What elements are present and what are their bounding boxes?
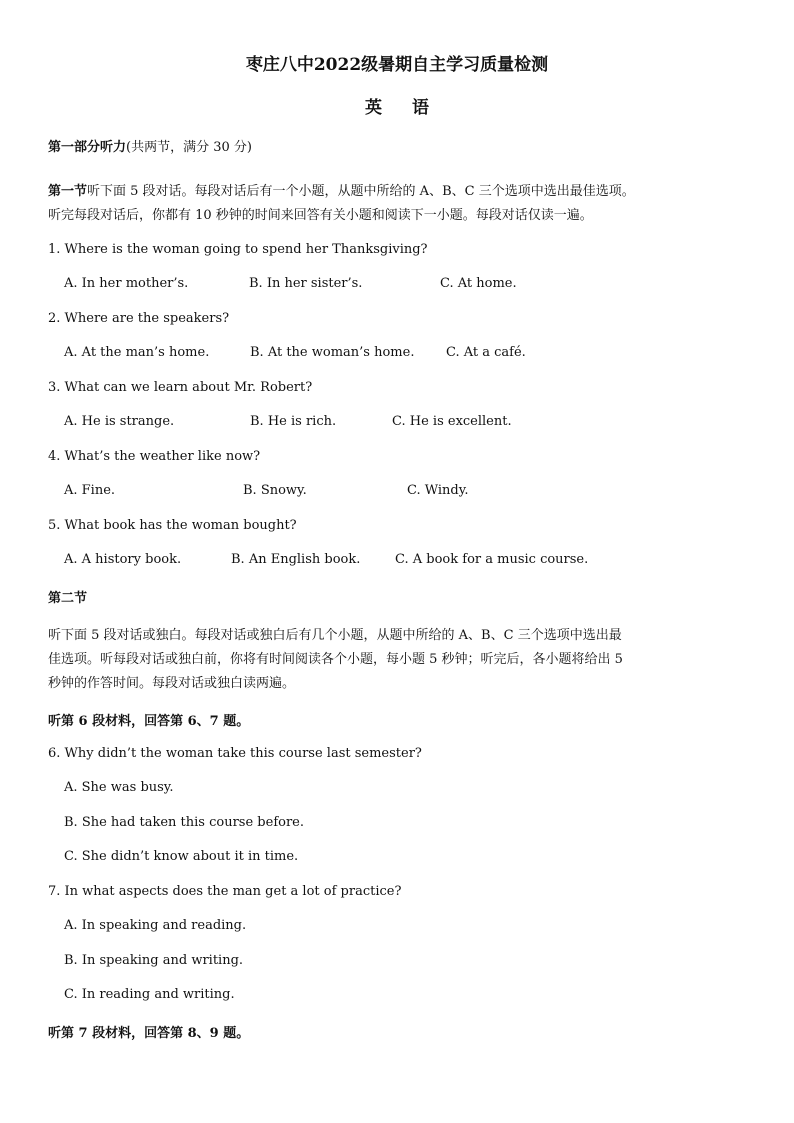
- question-4-stem: 4. What’s the weather like now?: [48, 449, 261, 464]
- question-2-option-b: B. At the woman’s home.: [250, 345, 415, 360]
- section1-text1: 听下面 5 段对话。每段对话后有一个小题，从题中所给的 A、B、C 三个选项中选出最佳选项。: [87, 184, 635, 199]
- question-4-option-c: C. Windy.: [407, 483, 469, 498]
- section2-line2: 佳选项。听每段对话或独白前，你将有时间阅读各个小题，每小题 5 秒钟；听完后，各小题将给出 5: [48, 652, 623, 667]
- question-1-option-b: B. In her sister’s.: [249, 276, 363, 291]
- question-5-option-c: C. A book for a music course.: [395, 552, 589, 567]
- question-1-stem: 1. Where is the woman going to spend her Thanksgiving?: [48, 242, 428, 257]
- question-5-option-b: B. An English book.: [231, 552, 361, 567]
- section2-line1: 听下面 5 段对话或独白。每段对话或独白后有几个小题，从题中所给的 A、B、C 三个选项中选出最: [48, 628, 622, 643]
- question-1-option-a: A. In her mother’s.: [64, 276, 189, 291]
- question-7-option-a: A. In speaking and reading.: [64, 918, 247, 933]
- question-4-option-b: B. Snowy.: [243, 483, 307, 498]
- exam-title: 枣庄八中2022级暑期自主学习质量检测: [245, 55, 549, 75]
- material-7-heading: 听第 7 段材料，回答第 8、9 题。: [48, 1026, 250, 1041]
- question-5-option-a: A. A history book.: [64, 552, 182, 567]
- question-6-option-b: B. She had taken this course before.: [64, 815, 304, 830]
- question-1-option-c: C. At home.: [440, 276, 517, 291]
- question-3-option-c: C. He is excellent.: [392, 414, 512, 429]
- question-7-stem: 7. In what aspects does the man get a lot of practice?: [48, 884, 402, 899]
- question-2-option-c: C. At a café.: [446, 345, 526, 360]
- question-6-option-c: C. She didn’t know about it in time.: [64, 849, 299, 864]
- question-7-option-b: B. In speaking and writing.: [64, 953, 244, 968]
- material-6-heading: 听第 6 段材料，回答第 6、7 题。: [48, 714, 250, 729]
- question-2-stem: 2. Where are the speakers?: [48, 311, 230, 326]
- question-7-option-c: C. In reading and writing.: [64, 987, 235, 1002]
- section2-line3: 秒钟的作答时间。每段对话或独白读两遍。: [48, 676, 296, 691]
- part1-heading: [48, 136, 252, 155]
- question-3-option-a: A. He is strange.: [64, 414, 175, 429]
- part1-heading-bold: 第一部分听力: [48, 140, 127, 155]
- section1-line1: [48, 180, 635, 199]
- part1-heading-rest: (共两节，满分 30 分): [126, 140, 252, 155]
- question-6-stem: 6. Why didn’t the woman take this course last semester?: [48, 746, 422, 761]
- subject-title: 英语: [365, 98, 459, 118]
- question-2-option-a: A. At the man’s home.: [64, 345, 210, 360]
- question-3-option-b: B. He is rich.: [250, 414, 337, 429]
- question-3-stem: 3. What can we learn about Mr. Robert?: [48, 380, 313, 395]
- section1-line2: 听完每段对话后，你都有 10 秒钟的时间来回答有关小题和阅读下一小题。每段对话仅读一遍。: [48, 208, 593, 223]
- question-4-option-a: A. Fine.: [64, 483, 116, 498]
- section2-label: 第二节: [48, 591, 88, 606]
- question-5-stem: 5. What book has the woman bought?: [48, 518, 297, 533]
- question-6-option-a: A. She was busy.: [64, 780, 174, 795]
- section1-label: 第一节: [48, 184, 88, 199]
